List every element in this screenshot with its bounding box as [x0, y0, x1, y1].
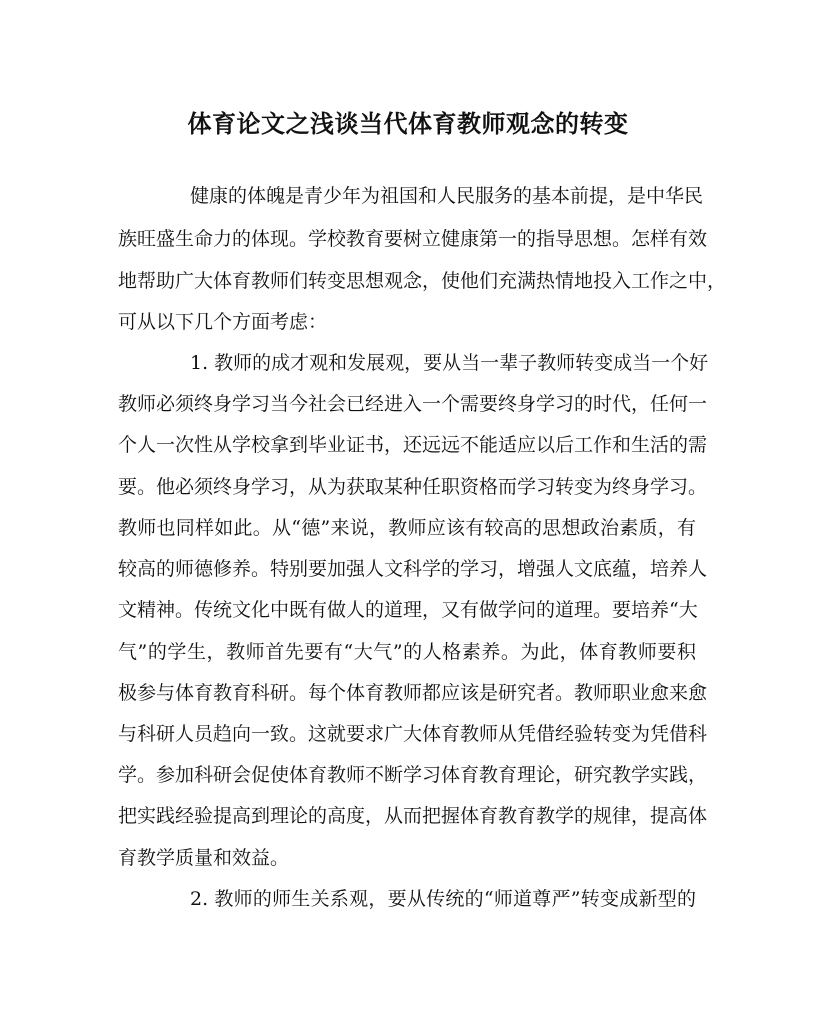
paragraph-line: 极参与体育教育科研。每个体育教师都应该是研究者。教师职业愈来愈 — [118, 682, 708, 704]
paragraph-line: 学。参加科研会促使体育教师不断学习体育教育理论，研究教学实践， — [118, 764, 708, 786]
paragraph-line: 健康的体魄是青少年为祖国和人民服务的基本前提，是中华民 — [190, 185, 704, 207]
paragraph-line: 族旺盛生命力的体现。学校教育要树立健康第一的指导思想。怎样有效 — [118, 228, 708, 250]
document-title: 体育论文之浅谈当代体育教师观念的转变 — [187, 109, 629, 138]
paragraph-line: 地帮助广大体育教师们转变思想观念，使他们充满热情地投入工作之中， — [118, 270, 727, 292]
paragraph-line: 育教学质量和效益。 — [118, 847, 290, 869]
paragraph-line: 2. 教师的师生关系观，要从传统的“师道尊严”转变成新型的 — [190, 888, 696, 910]
paragraph-line: 要。他必须终身学习，从为获取某种任职资格而学习转变为终身学习。 — [118, 476, 708, 498]
paragraph-line: 文精神。传统文化中既有做人的道理，又有做学问的道理。要培养“大 — [118, 599, 698, 621]
paragraph-line: 个人一次性从学校拿到毕业证书，还远远不能适应以后工作和生活的需 — [118, 434, 708, 456]
paragraph-line: 气”的学生，教师首先要有“大气”的人格素养。为此，体育教师要积 — [118, 641, 696, 663]
paragraph-line: 较高的师德修养。特别要加强人文科学的学习，增强人文底蕴，培养人 — [118, 558, 708, 580]
paragraph-line: 教师必须终身学习当今社会已经进入一个需要终身学习的时代，任何一 — [118, 393, 708, 415]
paragraph-line: 1. 教师的成才观和发展观，要从当一辈子教师转变成当一个好 — [190, 352, 709, 374]
paragraph-line: 与科研人员趋向一致。这就要求广大体育教师从凭借经验转变为凭借科 — [118, 723, 708, 745]
paragraph-line: 教师也同样如此。从“德”来说，教师应该有较高的思想政治素质，有 — [118, 517, 696, 539]
paragraph-line: 可从以下几个方面考虑： — [118, 311, 328, 333]
paragraph-line: 把实践经验提高到理论的高度，从而把握体育教育教学的规律，提高体 — [118, 805, 708, 827]
